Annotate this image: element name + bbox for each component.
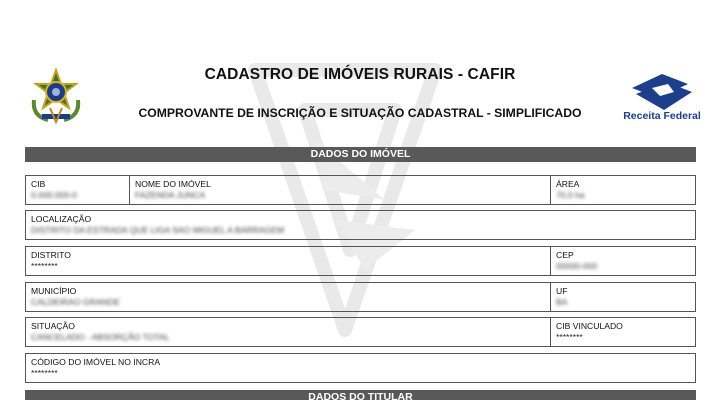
field-situacao: [26, 318, 551, 346]
brazil-coat-of-arms-icon: [28, 68, 84, 126]
field-localizacao-label: LOCALIZAÇÃO: [31, 214, 92, 224]
section-title-dados-titular: DADOS DO TITULAR: [25, 390, 696, 400]
field-codigo-incra-label: CÓDIGO DO IMÓVEL NO INCRA: [31, 357, 161, 367]
field-cib-value: 0.000.000-0: [31, 190, 77, 200]
field-nome-imovel: [130, 176, 551, 204]
section-title-dados-imovel: DADOS DO IMÓVEL: [25, 147, 696, 162]
field-uf-label: UF: [556, 286, 568, 296]
row-codigo-incra: [25, 353, 696, 383]
field-municipio: [26, 283, 551, 311]
field-cep: [551, 247, 695, 275]
field-cep-label: CEP: [556, 250, 574, 260]
field-area-value: 70,0 ha: [556, 190, 585, 200]
field-situacao-value: CANCELADO - ABSORÇÃO TOTAL: [31, 332, 170, 342]
row-municipio-uf: [25, 282, 696, 312]
field-cib-vinculado-label: CIB VINCULADO: [556, 321, 623, 331]
field-codigo-incra-value: ********: [31, 368, 58, 378]
row-distrito-cep: [25, 246, 696, 276]
field-nome-value: FAZENDA JUNCA: [135, 190, 206, 200]
field-distrito-label: DISTRITO: [31, 250, 71, 260]
field-localizacao: [26, 211, 695, 239]
document-subtitle: COMPROVANTE DE INSCRIÇÃO E SITUAÇÃO CADASTRAL - SIMPLIFICADO: [138, 106, 582, 120]
field-area: [551, 176, 695, 204]
field-cib-label: CIB: [31, 179, 46, 189]
field-cib: [26, 176, 130, 204]
field-municipio-value: CALDEIRAO GRANDE: [31, 297, 120, 307]
row-situacao-cib-vinculado: [25, 317, 696, 347]
field-localizacao-value: DISTRITO DA ESTRADA QUE LIGA SAO MIGUEL A BARRAGEM: [31, 225, 285, 235]
field-uf-value: BA: [556, 297, 568, 307]
field-uf: [551, 283, 695, 311]
row-cib-nome-area: [25, 175, 696, 205]
field-cib-vinculado-value: ********: [556, 332, 583, 342]
document-header: [0, 0, 720, 140]
field-distrito: [26, 247, 551, 275]
document-title: CADASTRO DE IMÓVEIS RURAIS - CAFIR: [204, 66, 516, 83]
receita-federal-logo-text: Receita Federal: [623, 110, 701, 122]
field-cep-value: 00000-000: [556, 261, 598, 271]
field-area-label: ÁREA: [556, 179, 580, 189]
field-codigo-incra: [26, 354, 695, 382]
field-municipio-label: MUNICÍPIO: [31, 286, 77, 296]
field-situacao-label: SITUAÇÃO: [31, 321, 75, 331]
field-distrito-value: ********: [31, 261, 58, 271]
field-cib-vinculado: [551, 318, 695, 346]
row-localizacao: [25, 210, 696, 240]
field-nome-label: NOME DO IMÓVEL: [135, 179, 211, 189]
